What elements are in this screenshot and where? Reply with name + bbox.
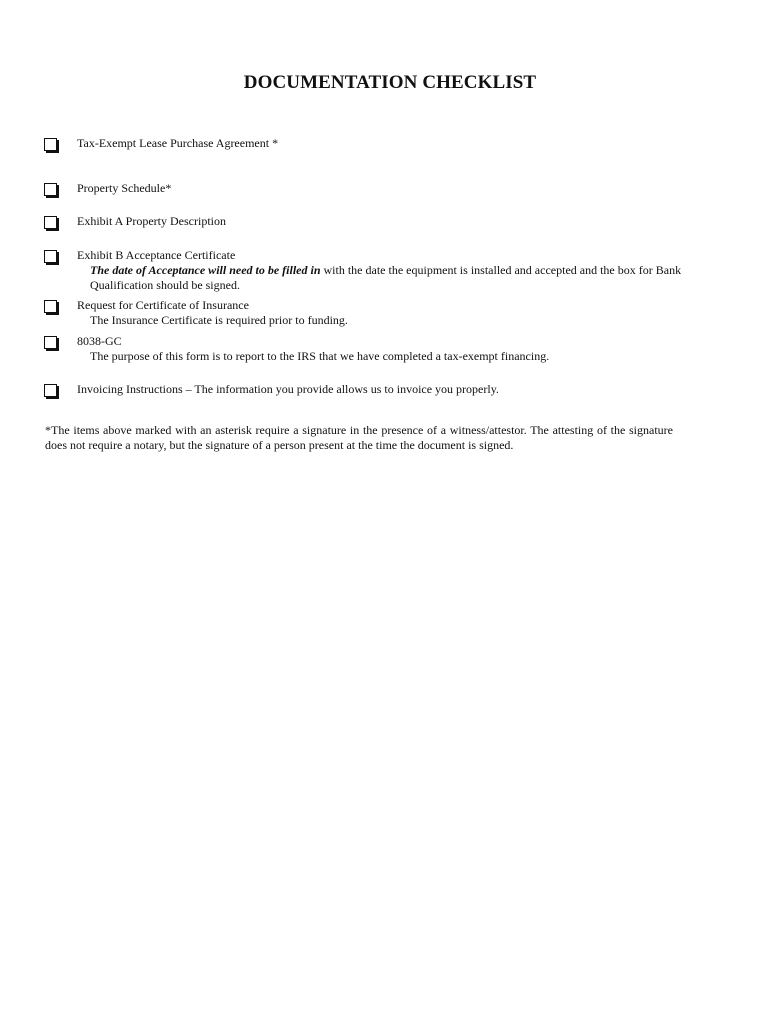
item-label: Request for Certificate of Insurance (77, 298, 249, 312)
checkbox[interactable] (44, 300, 57, 313)
checkbox[interactable] (44, 183, 57, 196)
item-label: Property Schedule* (77, 181, 172, 195)
checkbox[interactable] (44, 216, 57, 229)
item-label: Invoicing Instructions – The information you provide allows us to invoice you properly. (77, 382, 499, 396)
item-label: Exhibit B Acceptance Certificate (77, 248, 236, 262)
description-text: with the date the equipment is installed and accepted and the box for Bank Qualification should be signed. (90, 263, 682, 292)
item-description (90, 263, 730, 292)
item-label: Tax-Exempt Lease Purchase Agreement * (77, 136, 279, 150)
checkbox[interactable] (44, 336, 57, 349)
item-description: The purpose of this form is to report to the IRS that we have completed a tax-exempt financing. (90, 349, 550, 363)
page-title: DOCUMENTATION CHECKLIST (243, 72, 537, 93)
item-label: 8038-GC (77, 334, 122, 348)
checkbox[interactable] (44, 138, 57, 151)
emphasis-text: The date of Acceptance will need to be filled in (90, 263, 321, 277)
item-description: The Insurance Certificate is required prior to funding. (90, 313, 348, 327)
checkbox[interactable] (44, 250, 57, 263)
item-label: Exhibit A Property Description (77, 214, 226, 228)
signature-footnote: *The items above marked with an asterisk require a signature in the presence of a witness/attestor. The attesting of the signature does not require a notary, but the signature of a person present at the time the document is signed. (45, 423, 673, 452)
checkbox[interactable] (44, 384, 57, 397)
